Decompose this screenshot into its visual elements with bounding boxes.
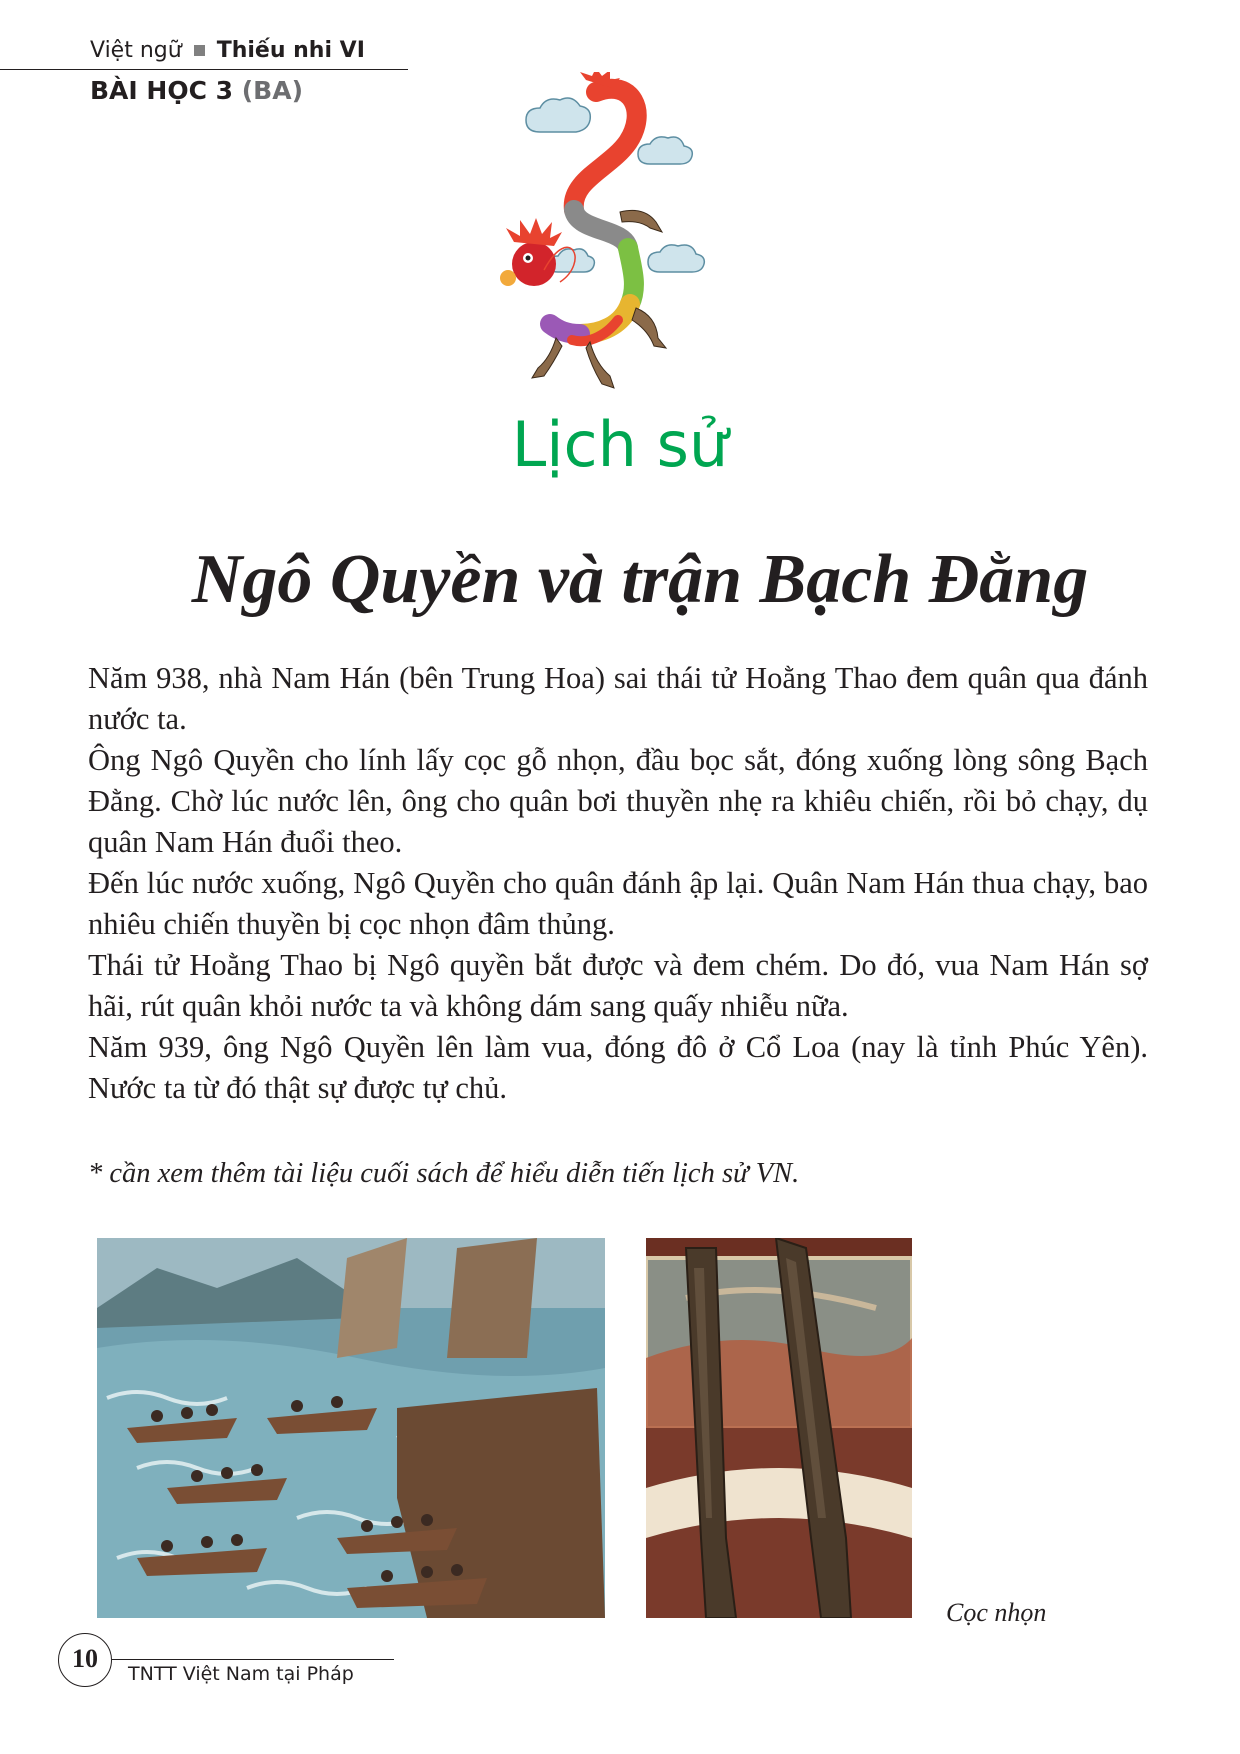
photo-caption: Cọc nhọn <box>946 1598 1047 1627</box>
footer-rule <box>112 1659 394 1660</box>
dragon-illustration <box>500 72 760 412</box>
subject-heading: Lịch sử <box>511 408 729 481</box>
paragraph: Thái tử Hoằng Thao bị Ngô quyền bắt được và đem chém. Do đó, vua Nam Hán sợ hãi, rút quân khỏi nước ta và không dám sang quấy nhiễu nữa. <box>88 948 1148 1023</box>
footer-org: TNTT Việt Nam tại Pháp <box>128 1663 354 1685</box>
paragraph: Năm 938, nhà Nam Hán (bên Trung Hoa) sai thái tử Hoằng Thao đem quân qua đánh nước ta. <box>88 661 1148 736</box>
battle-diorama-photo <box>97 1238 605 1618</box>
lesson-label: BÀI HỌC 3 <box>90 76 234 105</box>
paragraph: Năm 939, ông Ngô Quyền lên làm vua, đóng đô ở Cổ Loa (nay là tỉnh Phúc Yên). Nước ta từ đó thật sự được tự chủ. <box>88 1030 1148 1105</box>
running-header <box>90 38 365 63</box>
article-body <box>88 658 1148 1109</box>
square-bullet-icon <box>194 45 205 56</box>
lesson-paren: (BA) <box>241 76 304 105</box>
wooden-stakes-photo <box>646 1238 912 1618</box>
paragraph: Đến lúc nước xuống, Ngô Quyền cho quân đánh ập lại. Quân Nam Hán thua chạy, bao nhiêu chiến thuyền bị cọc nhọn đâm thủng. <box>88 866 1148 941</box>
header-rule <box>0 69 408 70</box>
lesson-heading <box>90 76 303 105</box>
header-subject: Việt ngữ <box>90 38 182 63</box>
article-title: Ngô Quyền và trận Bạch Đằng <box>191 541 1089 618</box>
reference-note: * cần xem thêm tài liệu cuối sách để hiểu diễn tiến lịch sử VN. <box>88 1158 800 1189</box>
paragraph: Ông Ngô Quyền cho lính lấy cọc gỗ nhọn, đầu bọc sắt, đóng xuống lòng sông Bạch Đằng. Chờ lúc nước lên, ông cho quân bơi thuyền nhẹ ra khiêu chiến, rồi bỏ chạy, dụ quân Nam Hán đuổi theo. <box>88 743 1148 859</box>
page-number: 10 <box>58 1633 112 1687</box>
header-level: Thiếu nhi VI <box>216 38 365 63</box>
